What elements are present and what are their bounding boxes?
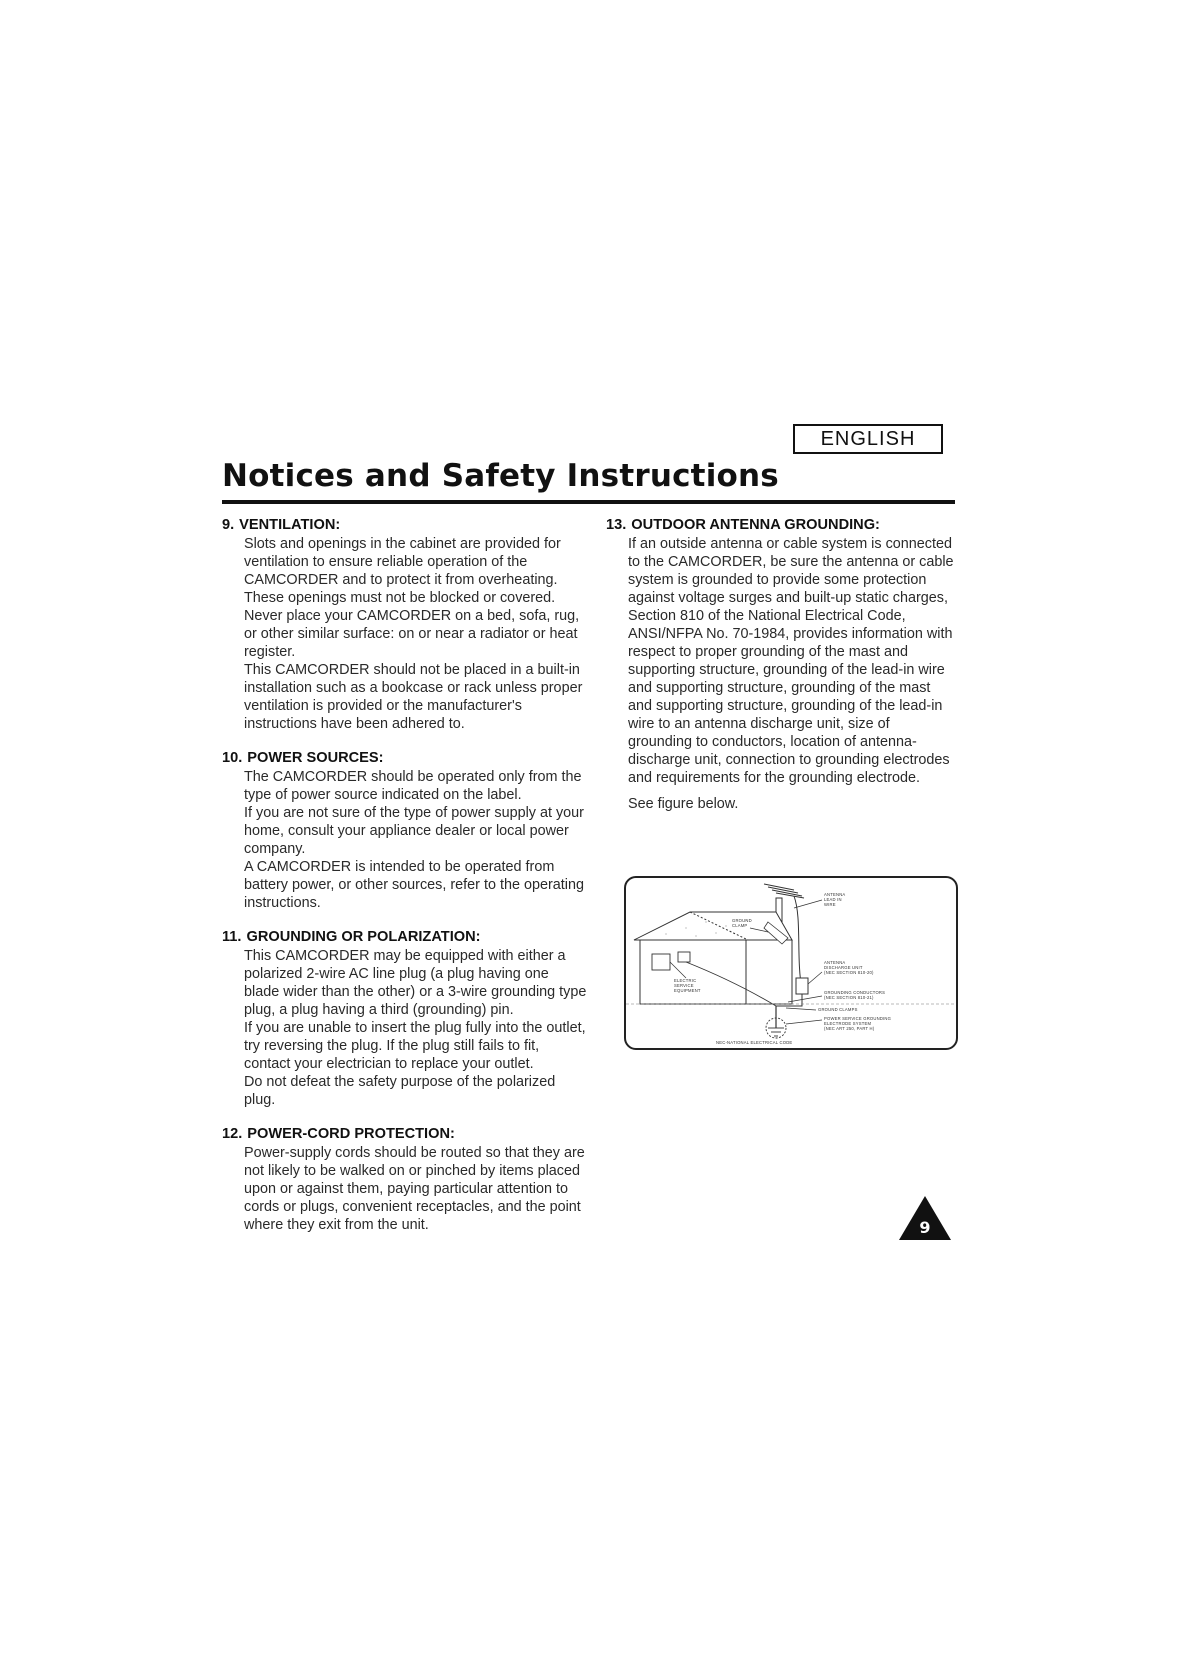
section-body (606, 535, 956, 813)
section-number: 12. (222, 1126, 243, 1142)
paragraph: Power-supply cords should be routed so that they are not likely to be walked on or pinched by items placed upon or against them, paying particular attention to cords or plugs, convenient receptacles, and the point where they exit from the unit. (244, 1145, 585, 1233)
section-body (222, 1144, 587, 1234)
section-outdoor-antenna-grounding (606, 516, 956, 813)
section-grounding-polarization (222, 928, 587, 1109)
label-power-service-line2: ELECTRODE SYSTEM (824, 1021, 872, 1026)
section-title: POWER-CORD PROTECTION: (247, 1126, 455, 1142)
label-ground-clamp-line2: CLAMP (732, 923, 748, 928)
right-column (606, 516, 956, 829)
label-power-service-line1: POWER SERVICE GROUNDING (824, 1016, 892, 1021)
section-power-sources (222, 749, 587, 912)
section-number: 11. (222, 929, 242, 945)
section-number: 10. (222, 750, 243, 766)
discharge-unit-icon (796, 978, 808, 994)
section-body (222, 535, 587, 733)
section-heading (222, 516, 587, 535)
section-title: POWER SOURCES: (247, 750, 384, 766)
paragraph: Do not defeat the safety purpose of the polarized plug. (244, 1074, 556, 1108)
label-service-equipment-line3: EQUIPMENT (674, 988, 701, 993)
section-power-cord-protection (222, 1125, 587, 1234)
page-number-marker (898, 1195, 952, 1241)
section-heading (222, 749, 587, 768)
label-service-equipment-line1: ELECTRIC (674, 978, 697, 983)
paragraph: If you are not sure of the type of power supply at your home, consult your appliance dealer or local power company. (244, 805, 584, 857)
paragraph: This CAMCORDER should not be placed in a built-in installation such as a bookcase or rack unless proper ventilation is provided or the manufacturer's instructions have been adhered to. (244, 662, 583, 732)
section-title: OUTDOOR ANTENNA GROUNDING: (631, 517, 880, 533)
paragraph: The CAMCORDER should be operated only from the type of power source indicated on the label. (244, 769, 582, 803)
paragraph: If you are unable to insert the plug fully into the outlet, try reversing the plug. If the plug still fails to fit, contact your electrician to replace your outlet. (244, 1020, 586, 1072)
section-body (222, 768, 587, 912)
page-number: 9 (919, 1218, 931, 1237)
left-column (222, 516, 587, 1250)
label-ground-clamps: GROUND CLAMPS (818, 1007, 858, 1012)
title-divider (222, 500, 955, 504)
section-number: 13. (606, 517, 627, 533)
section-heading (606, 516, 956, 535)
label-nec-footer: NEC-NATIONAL ELECTRICAL CODE (716, 1040, 793, 1045)
label-ground-clamp-line1: GROUND (732, 918, 752, 923)
paragraph: This CAMCORDER may be equipped with either a polarized 2-wire AC line plug (a plug having one blade wider than the other) or a 3-wire grounding type plug, a plug having a third (grounding) pin. (244, 948, 587, 1018)
label-antenna-lead-in-line1: ANTENNA (824, 892, 846, 897)
label-power-service-line3: (NEC ART 250, PART H) (824, 1026, 875, 1031)
antenna-icon (764, 884, 804, 898)
paragraph: Slots and openings in the cabinet are provided for ventilation to ensure reliable operation of the CAMCORDER and to protect it from overheating. These openings must not be blocked or covered. Never place your CAMCORDER on a bed, sofa, rug, or other similar surface: on or near a radiator or heat register. (244, 536, 580, 660)
label-discharge-unit-line2: DISCHARGE UNIT (824, 965, 863, 970)
paragraph: If an outside antenna or cable system is connected to the CAMCORDER, be sure the antenna or cable system is grounded to provide some protection against voltage surges and built-up static charges, Section 810 of the National Electrical Code, ANSI/NFPA No. 70-1984, provides information with respect to proper grounding of the mast and supporting structure, grounding of the lead-in wire and supporting structure, grounding of the mast and supporting structure, grounding of the lead-in wire to an antenna discharge unit, size of grounding to conductors, location of antenna-discharge unit, connection to grounding electrodes and requirements for the grounding electrode. (628, 536, 954, 786)
section-title: GROUNDING OR POLARIZATION: (246, 929, 481, 945)
antenna-grounding-diagram (626, 878, 956, 1048)
label-grounding-conductors-line2: (NEC SECTION 810-21) (824, 995, 874, 1000)
label-service-equipment-line2: SERVICE (674, 983, 694, 988)
language-badge: ENGLISH (793, 424, 943, 454)
antenna-grounding-figure (624, 876, 958, 1050)
section-body (222, 947, 587, 1109)
figure-reference: See figure below. (628, 796, 739, 812)
label-discharge-unit-line3: (NEC SECTION 810-20) (824, 970, 874, 975)
section-title: VENTILATION: (239, 517, 341, 533)
section-heading (222, 928, 587, 947)
label-grounding-conductors-line1: GROUNDING CONDUCTORS (824, 990, 886, 995)
service-box-icon (652, 954, 670, 970)
meter-icon (678, 952, 690, 962)
paragraph: A CAMCORDER is intended to be operated from battery power, or other sources, refer to the operating instructions. (244, 859, 584, 911)
section-number: 9. (222, 517, 235, 533)
section-heading (222, 1125, 587, 1144)
label-antenna-lead-in-line3: WIRE (824, 902, 836, 907)
page-title: Notices and Safety Instructions (222, 458, 779, 494)
section-ventilation (222, 516, 587, 733)
label-discharge-unit-line1: ANTENNA (824, 960, 846, 965)
lead-in-wire (794, 896, 802, 990)
label-antenna-lead-in-line2: LEAD IN (824, 897, 842, 902)
